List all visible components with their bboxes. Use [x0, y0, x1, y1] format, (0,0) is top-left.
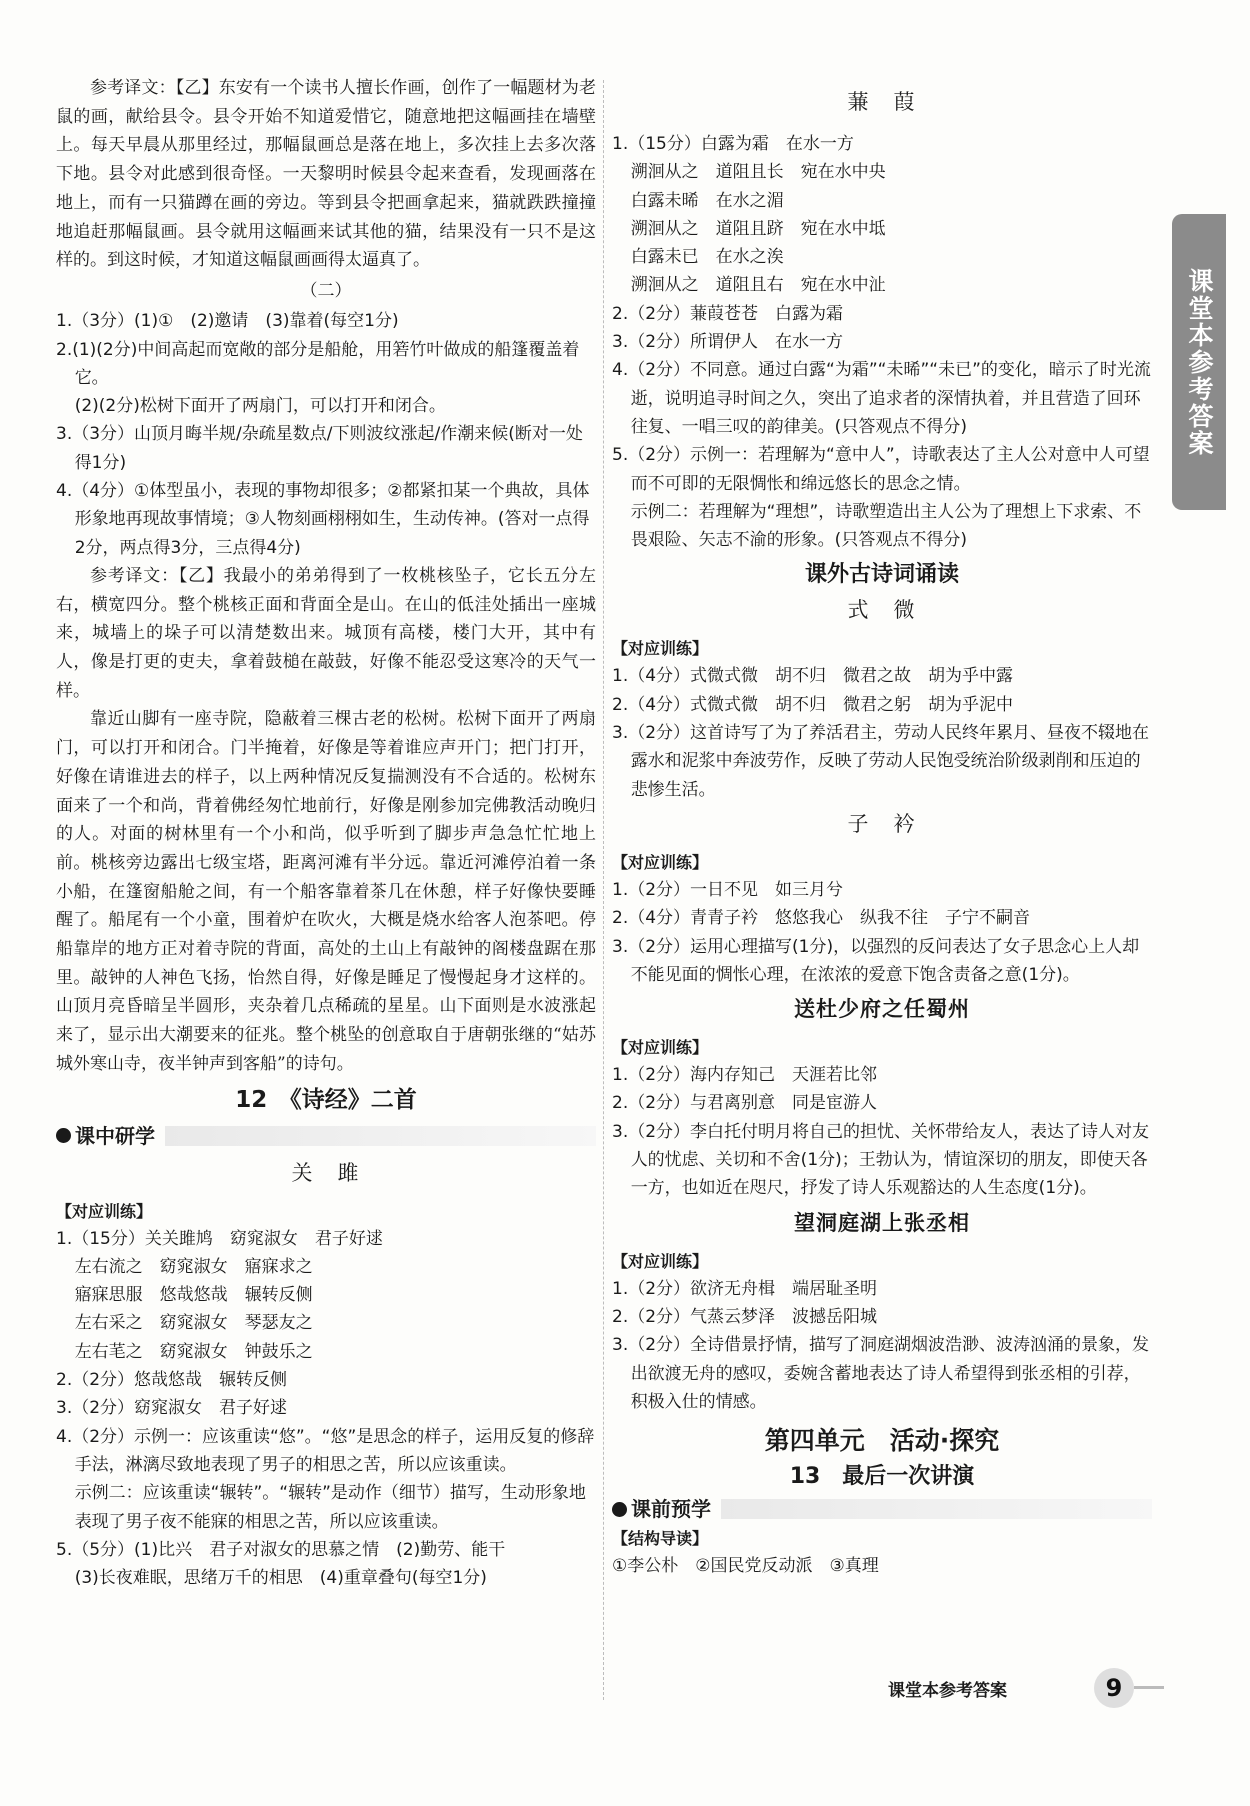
training-label: 【对应训练】	[612, 1038, 709, 1058]
answer-line: 3.（2分）窈窕淑女 君子好逑	[56, 1398, 288, 1419]
answer-line: 2.（2分）蒹葭苍苍 白露为霜	[612, 303, 844, 324]
answer-line: 溯洄从之 道阻且长 宛在水中央	[630, 162, 886, 183]
answer-line: 1.（15分）关关雎鸠 窈窕淑女 君子好逑	[56, 1228, 383, 1249]
lesson-title: 12 《诗经》二首	[235, 1086, 417, 1113]
header-band	[721, 1499, 1152, 1519]
section-header-preview	[612, 1494, 1152, 1524]
answer-line: 2.（2分）悠哉悠哉 辗转反侧	[56, 1370, 288, 1391]
answer-line: 1.（2分）一日不见 如三月兮	[612, 879, 844, 900]
answer-line: ①李公朴 ②国民党反动派 ③真理	[612, 1556, 879, 1577]
answer-line: 2.（2分）与君离别意 同是宦游人	[612, 1093, 878, 1114]
answer-line: 3.（2分）这首诗写了为了养活君主，劳动人民终年累月、昼夜不辍地在露水和泥浆中奔波劳作，反映了劳动人民饱受统治阶级剥削和压迫的悲惨生活。	[612, 723, 1150, 800]
answer-line: 示例二：应该重读“辗转”。“辗转”是动作（细节）描写，生动形象地表现了男子夜不能寐的相思之苦，所以应该重读。	[74, 1483, 586, 1532]
training-label: 【对应训练】	[612, 639, 709, 659]
bullet-dot-icon	[612, 1502, 627, 1517]
section-label: 课中研学	[75, 1123, 155, 1148]
answer-line: 溯洄从之 道阻且右 宛在水中沚	[630, 275, 886, 296]
answer-line: 左右采之 窈窕淑女 琴瑟友之	[74, 1313, 313, 1334]
column-divider	[603, 80, 604, 1700]
answer-line: 3.（2分）所谓伊人 在水一方	[612, 332, 844, 353]
answer-line: 3.（2分）李白托付明月将自己的担忧、关怀带给友人，表达了诗人对友人的忧虑、关切和不舍(1分)；王勃认为，情谊深切的朋友，即使天各一方，也如近在咫尺，抒发了诗人乐观豁达的人生态度(1分)。	[612, 1121, 1150, 1199]
translation-paragraph: 参考译文：【乙】东安有一个读书人擅长作画，创作了一幅题材为老鼠的画，献给县令。县令开始不知道爱惜它，随意地把这幅画挂在墙壁上。每天早晨从那里经过，那幅鼠画总是落在地上，多次挂上去多次落下地。县令对此感到很奇怪。一天黎明时候县令起来查看，发现画落在地上，而有一只猫蹲在画的旁边。等到县令把画拿起来，猫就跌跌撞撞地追赶那幅鼠画。县令就用这幅画来试其他的猫，结果没有一只不是这样的。到这时候，才知道这幅鼠画画得太逼真了。	[56, 78, 596, 271]
footer-text: 课堂本参考答案	[888, 1681, 1007, 1701]
translation-paragraph: 参考译文：【乙】我最小的弟弟得到了一枚桃核坠子，它长五分左右，横宽四分。整个桃核正面和背面全是山。在山的低洼处插出一座城来，城墙上的垛子可以清楚数出来。城顶有高楼，楼门大开，其中有人，像是打更的吏夫，拿着鼓槌在敲鼓，好像不能忍受这寒冷的天气一样。	[56, 565, 596, 701]
answer-line: 2.（4分）式微式微 胡不归 微君之躬 胡为乎泥中	[612, 694, 1014, 715]
side-tab: 课堂本参考答案	[1172, 214, 1226, 510]
answer-line: 2.(1)(2分)中间高起而宽敞的部分是船舱，用箬竹叶做成的船篷覆盖着它。	[56, 339, 580, 388]
unit-title: 第四单元 活动·探究	[764, 1426, 1000, 1456]
page-number: 9	[1094, 1668, 1134, 1708]
translation-paragraph: 靠近山脚有一座寺院，隐蔽着三棵古老的松树。松树下面开了两扇门，可以打开和闭合。门半掩着，好像是等着谁应声开门；把门打开，好像在请谁进去的样子，以上两种情况反复揣测没有不合适的。松树东面来了一个和尚，背着佛经匆忙地前行，好像是刚参加完佛教活动晚归的人。对面的树林里有一个小和尚，似乎听到了脚步声急急忙忙地上前。桃核旁边露出七级宝塔，距离河滩有半分远。靠近河滩停泊着一条小船，在篷窗船舱之间，有一个船客靠着茶几在休憩，样子好像快要睡醒了。船尾有一个小童，围着炉在吹火，大概是烧水给客人泡茶吧。停船靠岸的地方正对着寺院的背面，高处的土山上有敲钟的阁楼盘踞在那里。敲钟的人神色飞扬，怡然自得，好像是睡足了慢慢起身才这样的。山顶月亮昏暗呈半圆形，夹杂着几点稀疏的星星。山下面则是水波涨起来了，显示出大潮要来的征兆。整个桃坠的创意取自于唐朝张继的“姑苏城外寒山寺，夜半钟声到客船”的诗句。	[56, 709, 596, 1074]
poem-title: 送杜少府之任蜀州	[794, 997, 970, 1022]
footer-rule	[1134, 1686, 1164, 1689]
answer-line: 溯洄从之 道阻且跻 宛在水中坻	[630, 218, 886, 239]
training-label: 【对应训练】	[56, 1201, 153, 1221]
answer-line: 1.（2分）欲济无舟楫 端居耻圣明	[612, 1278, 878, 1299]
part-heading: （二）	[300, 280, 352, 301]
left-column	[56, 74, 596, 1592]
poem-title: 望洞庭湖上张丞相	[794, 1210, 970, 1235]
section-label: 课前预学	[631, 1497, 711, 1522]
structure-label: 【结构导读】	[612, 1529, 709, 1549]
poem-title: 关 雎	[291, 1160, 361, 1185]
answer-line: (2)(2分)松树下面开了两扇门，可以打开和闭合。	[74, 396, 446, 417]
training-label: 【对应训练】	[612, 852, 709, 872]
poem-title: 式 微	[847, 598, 917, 623]
page-footer	[888, 1668, 1168, 1708]
answer-line: (3)长夜难眠，思绪万千的相思 (4)重章叠句(每空1分)	[74, 1568, 487, 1589]
answer-line: 4.（4分）①体型虽小，表现的事物却很多；②都紧扣某一个典故，具体形象地再现故事情境；③人物刻画栩栩如生，生动传神。(答对一点得2分，两点得3分，三点得4分)	[56, 481, 590, 558]
answer-line: 1.（2分）海内存知己 天涯若比邻	[612, 1065, 878, 1086]
right-column	[612, 74, 1152, 1580]
answer-line: 白露未已 在水之涘	[630, 247, 784, 268]
answer-line: 3.（2分）运用心理描写(1分)，以强烈的反问表达了女子思念心上人却不能见面的惆怅心理，在浓浓的爱意下饱含责备之意(1分)。	[612, 936, 1140, 985]
header-band	[165, 1126, 596, 1146]
answer-line: 4.（2分）不同意。通过白露“为霜”“未晞”“未已”的变化，暗示了时光流逝，说明追寻时间之久，突出了追求者的深情执着，并且营造了回环往复、一唱三叹的韵律美。(只答观点不得分)	[612, 360, 1151, 437]
answer-line: 寤寐思服 悠哉悠哉 辗转反侧	[74, 1285, 313, 1306]
answer-line: 1.（4分）式微式微 胡不归 微君之故 胡为乎中露	[612, 666, 1014, 687]
lesson-title: 13 最后一次讲演	[789, 1464, 975, 1490]
answer-line: 5.（2分）示例一：若理解为“意中人”，诗歌表达了主人公对意中人可望而不可即的无限惆怅和绵远悠长的思念之情。	[612, 445, 1150, 494]
section-header-in-class	[56, 1121, 596, 1151]
section-title: 课外古诗词诵读	[804, 562, 959, 588]
answer-line: 3.（2分）全诗借景抒情，描写了洞庭湖烟波浩渺、波涛汹涌的景象，发出欲渡无舟的感叹，委婉含蓄地表达了诗人希望得到张丞相的引荐，积极入仕的情感。	[612, 1335, 1150, 1412]
answer-line: 示例二：若理解为“理想”，诗歌塑造出主人公为了理想上下求索、不畏艰险、矢志不渝的形象。(只答观点不得分)	[630, 501, 1142, 551]
answer-line: 1.（15分）白露为霜 在水一方	[612, 134, 854, 154]
answer-line: 4.（2分）示例一：应该重读“悠”。“悠”是思念的样子，运用反复的修辞手法，淋漓尽致地表现了男子的相思之苦，所以应该重读。	[56, 1426, 595, 1475]
answer-line: 1.（3分）(1)① (2)邀请 (3)靠着(每空1分)	[56, 311, 399, 332]
answer-line: 左右流之 窈窕淑女 寤寐求之	[74, 1256, 313, 1277]
answer-line: 5.（5分）(1)比兴 君子对淑女的思慕之情 (2)勤劳、能干	[56, 1539, 506, 1560]
answer-line: 左右芼之 窈窕淑女 钟鼓乐之	[74, 1341, 313, 1362]
training-label: 【对应训练】	[612, 1251, 709, 1271]
poem-title: 子 衿	[847, 811, 917, 836]
answer-line: 白露未晞 在水之湄	[630, 190, 784, 211]
answer-line: 3.（3分）山顶月晦半规/杂疏星数点/下则波纹涨起/作潮来候(断对一处得1分)	[56, 424, 583, 473]
poem-title: 蒹 葭	[847, 90, 917, 114]
answer-line: 2.（4分）青青子衿 悠悠我心 纵我不往 子宁不嗣音	[612, 908, 1031, 929]
answer-line: 2.（2分）气蒸云梦泽 波撼岳阳城	[612, 1306, 878, 1327]
bullet-dot-icon	[56, 1128, 71, 1143]
